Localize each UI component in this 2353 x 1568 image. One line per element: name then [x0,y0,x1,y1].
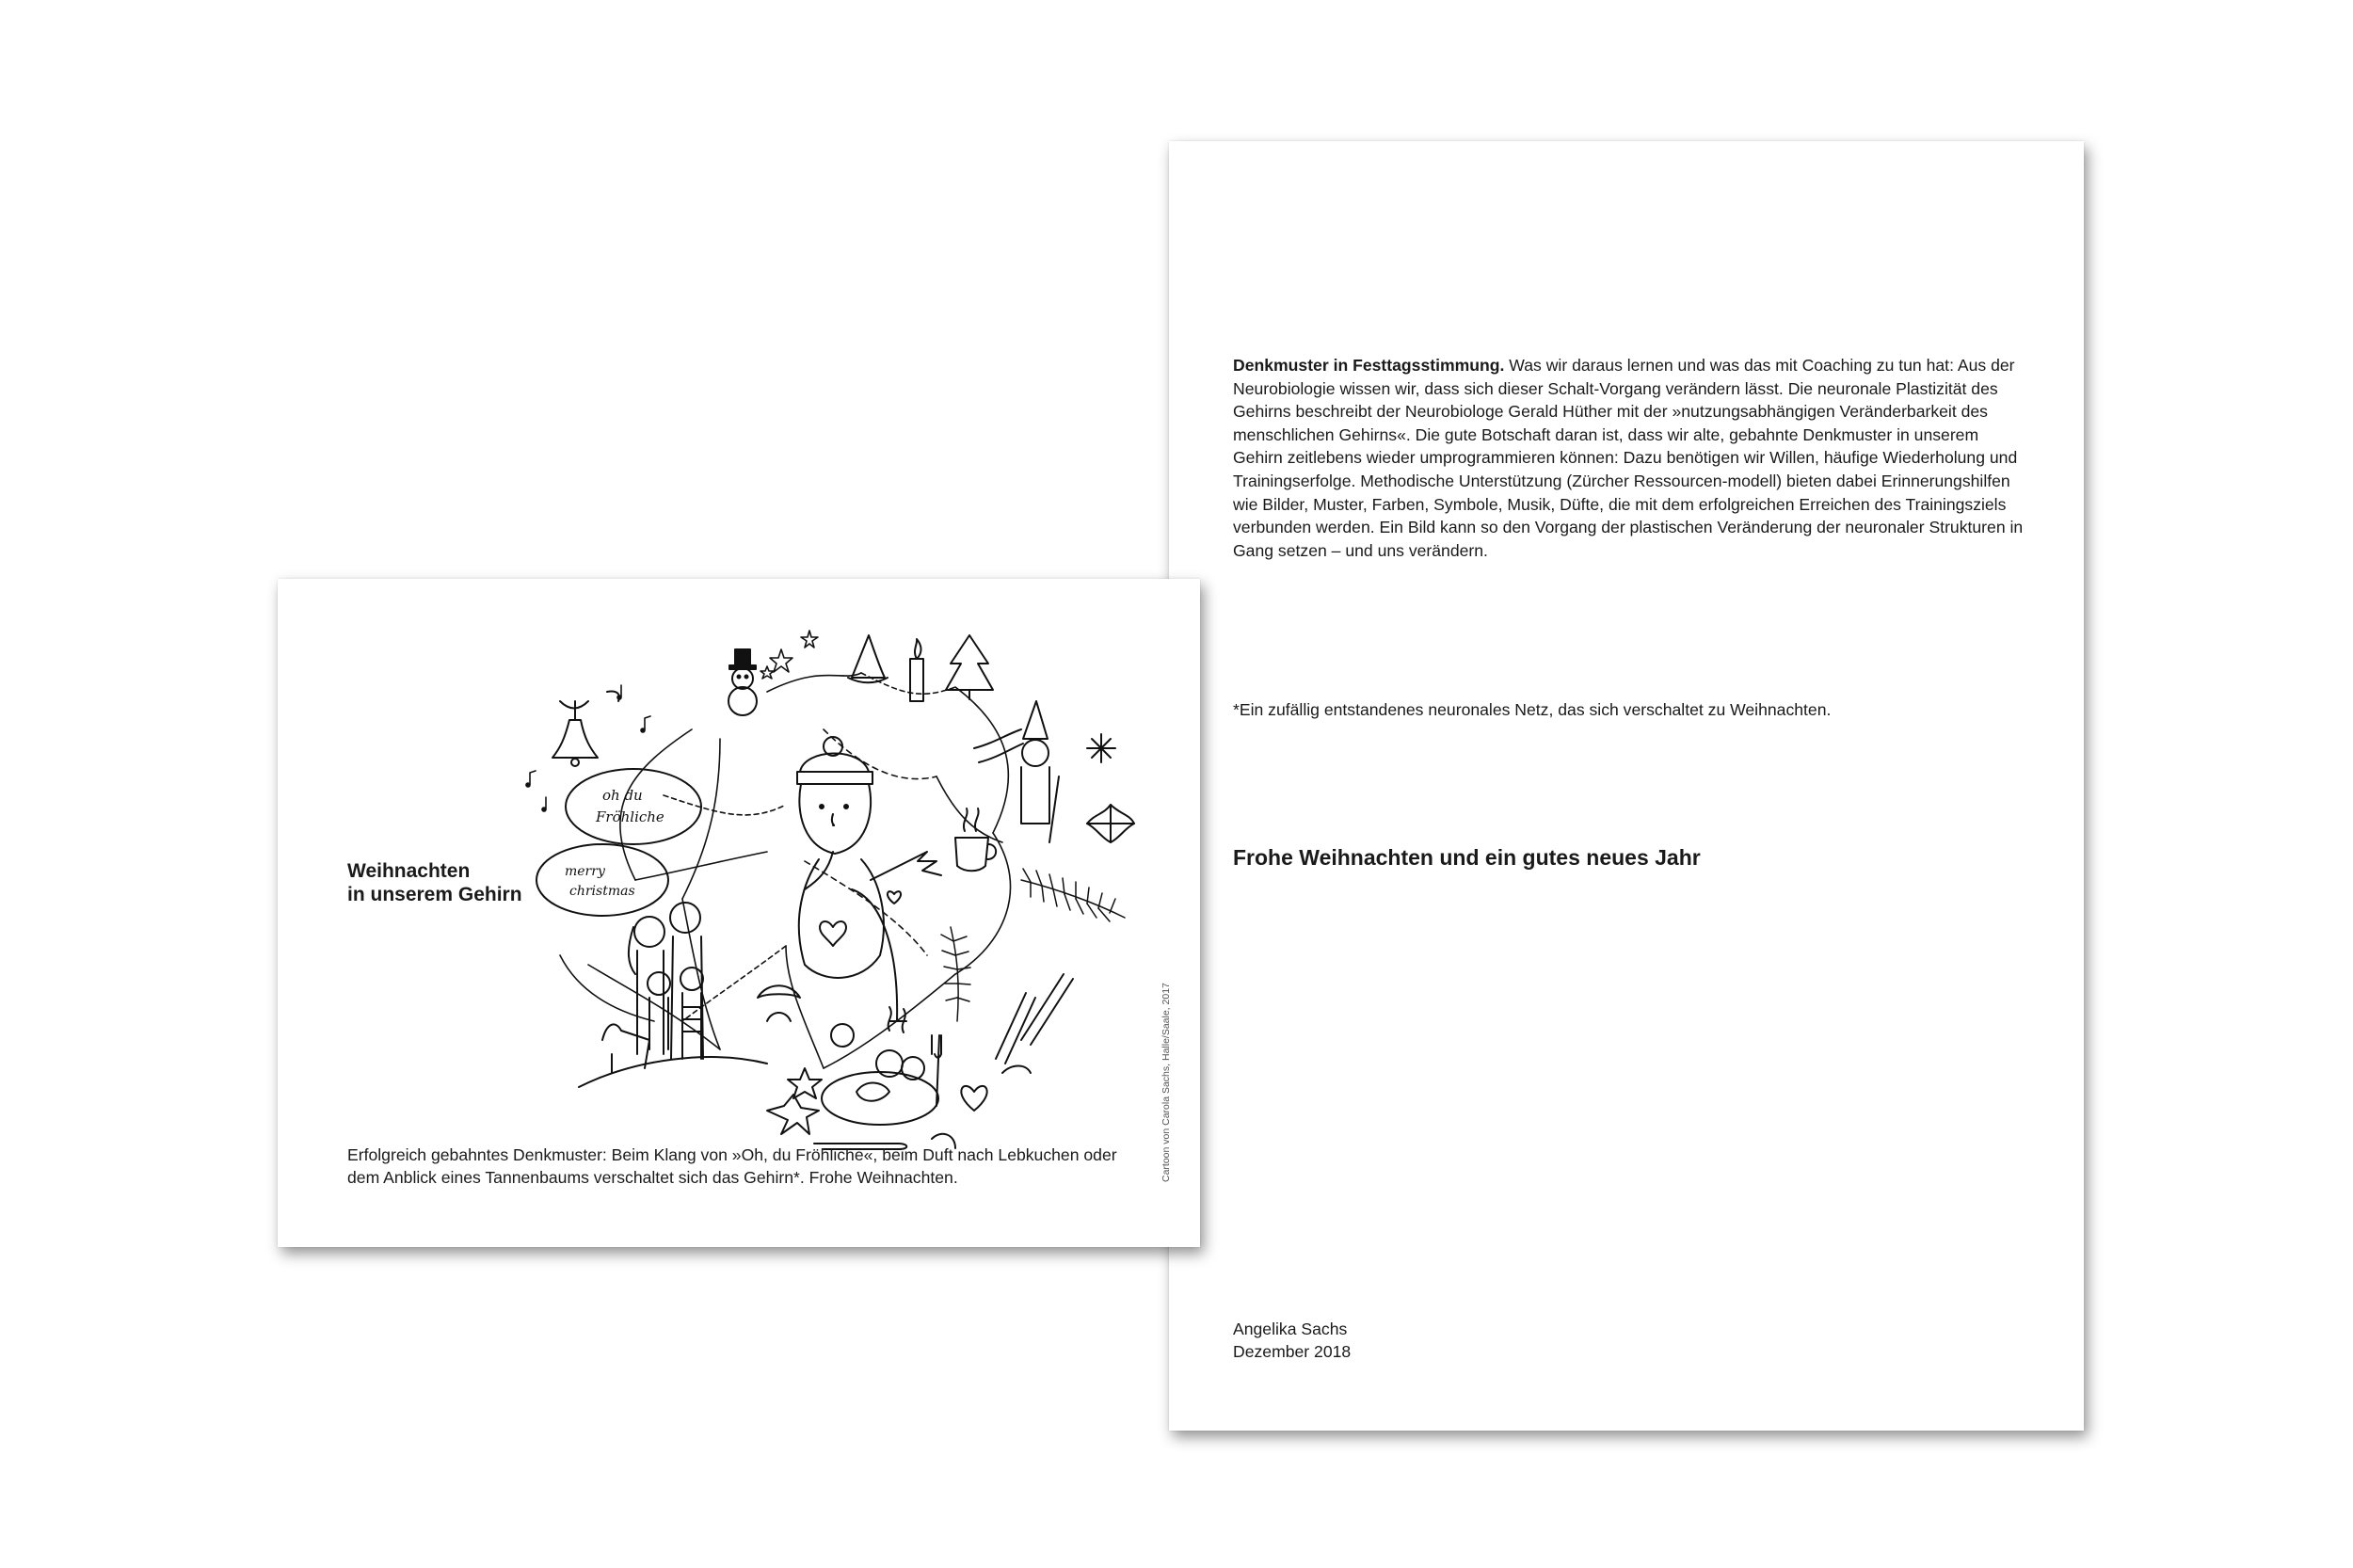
paragraph-lead: Denkmuster in Festtagsstimmung. [1233,356,1505,375]
bubble-text-1a: oh du [602,787,643,804]
main-person-drawing [797,737,941,1021]
card-title-line-1: Weihnachten [347,860,471,882]
letter-page [1169,141,2084,1431]
card-caption: Erfolgreich gebahntes Denkmuster: Beim Klang von »Oh, du Fröhliche«, beim Duft nach Lebkuchen oder dem Anblick eines Tannenbaums verschaltet sich das Gehirn*. Frohe Weihnachten. [347,1145,1117,1188]
leaf-star-drawing [1087,805,1134,842]
family-drawing [579,903,767,1087]
nutcracker-drawing [974,701,1059,842]
cinnamon-sticks-drawing [996,974,1073,1064]
bubble-text-2a: merry [565,864,605,879]
speech-bubble-1 [566,769,701,844]
straw-star-drawing [1087,734,1115,762]
card-title [347,859,564,906]
christmas-tree-drawing [946,635,993,699]
tea-cup-drawing [955,808,996,871]
signature-block [1233,1318,1351,1363]
candle-drawing [910,639,923,701]
snowman-drawing [728,649,757,715]
signature-name: Angelika Sachs [1233,1320,1348,1338]
postcard [278,579,1200,1247]
cartoon-credit: Cartoon von Carola Sachs, Halle/Saale, 2017 [1160,983,1172,1182]
fork-drawing [932,1035,941,1106]
greeting-heading: Frohe Weihnachten und ein gutes neues Jahr [1233,845,1701,870]
fir-branch-drawing [1021,869,1125,921]
neural-net-lines [560,673,1011,1068]
bubble-text-2b: christmas [569,884,635,899]
stars-drawing [760,631,818,679]
bubble-text-1b: Fröhliche [596,808,664,825]
gingerbread-heart-drawing [961,1086,986,1111]
card-title-line-2: in unserem Gehirn [347,884,522,905]
paragraph-body: Was wir daraus lernen und was das mit Coaching zu tun hat: Aus der Neurobiologie wissen wir, dass sich dieser Schalt-Vorgang verändern lässt. Die neuronale Plastizität des Gehirns beschreibt der Neurobiologe Gerald Hüther mit der »nutzungsabhängigen Veränderbarkeit des menschlichen Gehirns«. Die gute Botschaft daran ist, dass wir alte, gebahnte Denkmuster in unserem Gehirn zeitlebens wieder umprogrammieren können: Dazu benötigen wir Willen, häufige Wiederholung und Trainingserfolge. Methodische Unterstützung (Zürcher Ressourcen-modell) bieten dabei Erinnerungshilfen wie Bilder, Muster, Farben, Symbole, Musik, Düfte, die mit dem erfolgreichen Erreichen des Trainingsziels verbunden werden. Ein Bild kann so den Vorgang der plastischen Veränderung der neuronaler Strukturen in Gang setzen – und uns verändern. [1233,356,2024,560]
bell-drawing [552,691,619,766]
small-heart-drawing [888,891,901,904]
signature-date: Dezember 2018 [1233,1342,1352,1361]
footnote: *Ein zufällig entstandenes neuronales Netz, das sich verschaltet zu Weihnachten. [1233,700,1832,719]
letter-paragraph [1233,354,2028,562]
